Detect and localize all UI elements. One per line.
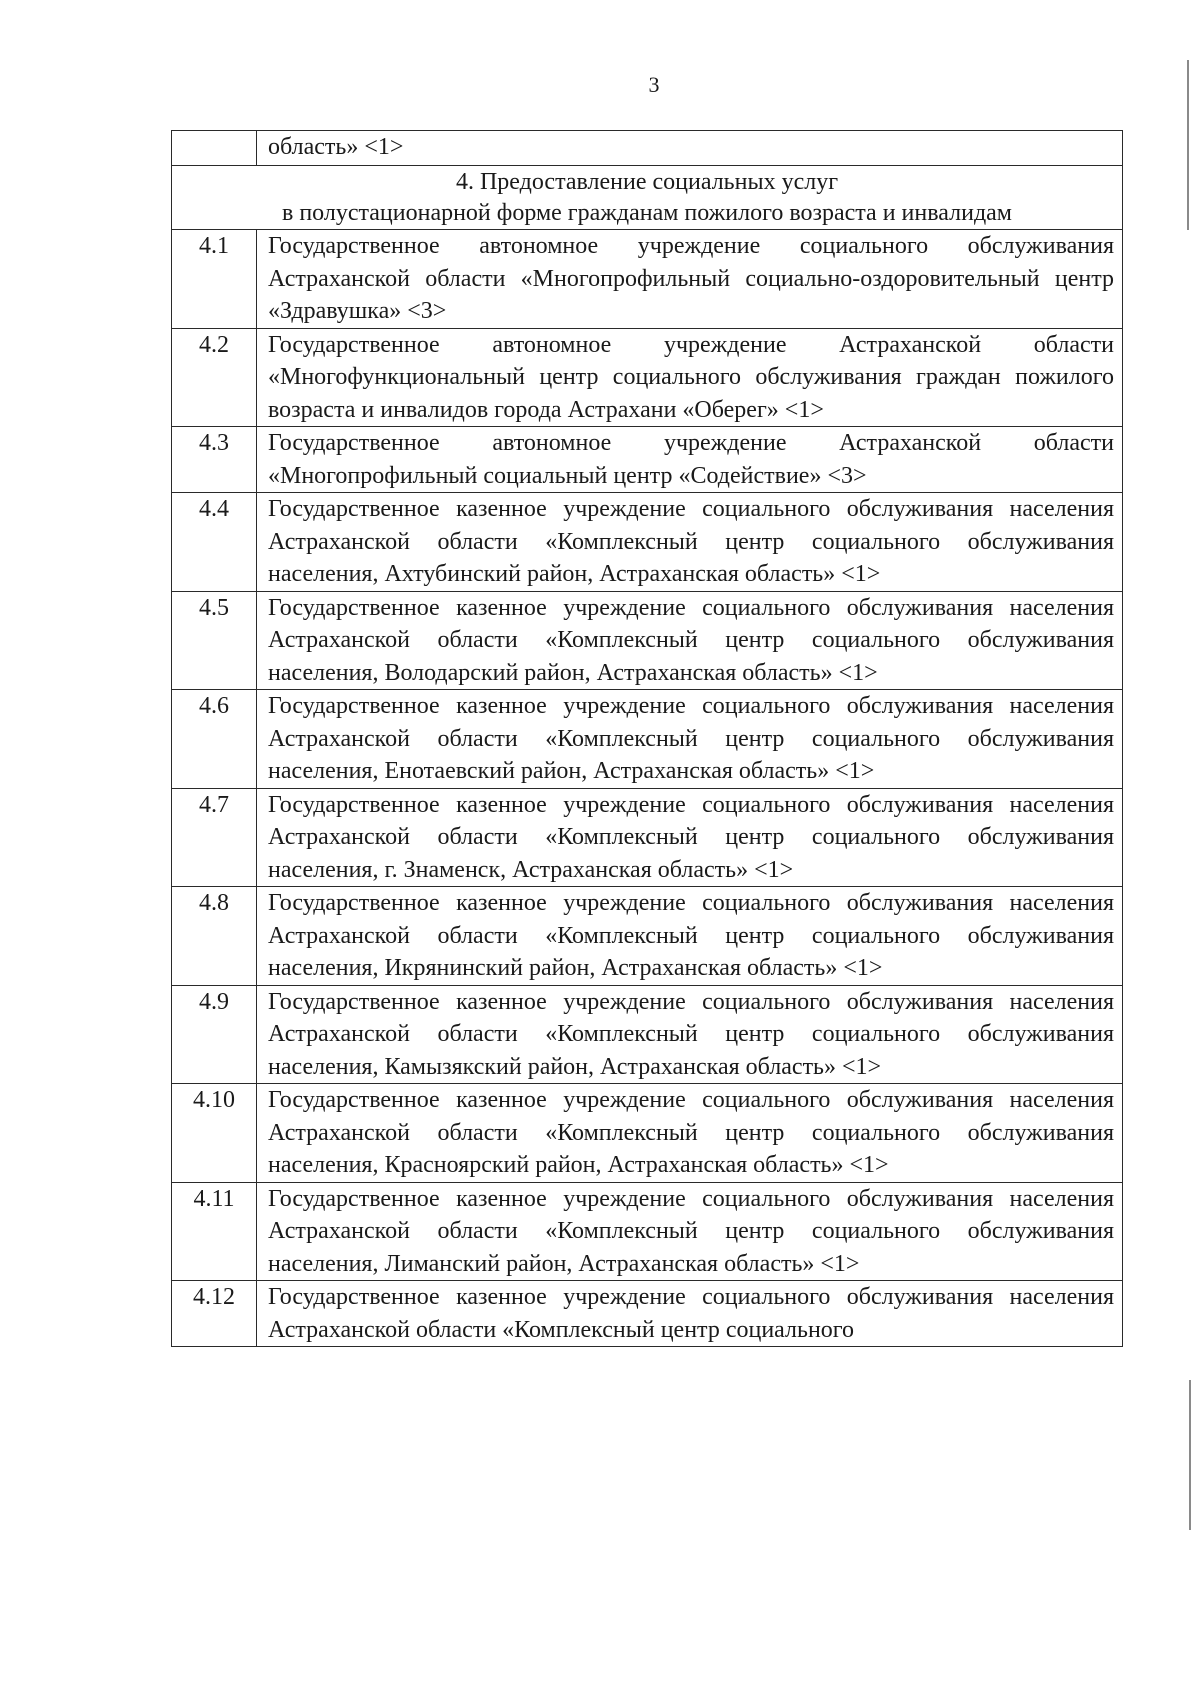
row-number: 4.10 xyxy=(172,1084,257,1183)
table-row xyxy=(172,328,1123,427)
table-row xyxy=(172,1182,1123,1281)
row-text: Государственное казенное учреждение социального обслуживания населения Астраханской области «Комплексный центр социального обслуживания населения, Красноярский район, Астраханская область» <1> xyxy=(257,1084,1123,1183)
table-row xyxy=(172,1084,1123,1183)
section-heading-line-2: в полустационарной форме гражданам пожилого возраста и инвалидам xyxy=(281,200,1012,226)
table-row xyxy=(172,985,1123,1084)
row-text: Государственное казенное учреждение социального обслуживания населения Астраханской области «Комплексный центр социального обслуживания населения, Лиманский район, Астраханская область» <1> xyxy=(257,1182,1123,1281)
row-text: Государственное казенное учреждение социального обслуживания населения Астраханской области «Комплексный центр социального обслуживания населения, Володарский район, Астраханская область» <1> xyxy=(257,591,1123,690)
row-number xyxy=(172,131,257,166)
table-row xyxy=(172,690,1123,789)
row-number: 4.9 xyxy=(172,985,257,1084)
section-heading xyxy=(172,166,1123,230)
row-number: 4.5 xyxy=(172,591,257,690)
row-number: 4.2 xyxy=(172,328,257,427)
row-number: 4.8 xyxy=(172,887,257,986)
row-number: 4.3 xyxy=(172,427,257,493)
table-row xyxy=(172,427,1123,493)
row-text: Государственное автономное учреждение Астраханской области «Многопрофильный социальный центр «Содействие» <3> xyxy=(257,427,1123,493)
table-row xyxy=(172,230,1123,329)
row-number: 4.4 xyxy=(172,493,257,592)
row-text: область» <1> xyxy=(257,131,1123,166)
row-text: Государственное автономное учреждение Астраханской области «Многофункциональный центр социального обслуживания граждан пожилого возраста и инвалидов города Астрахани «Оберег» <1> xyxy=(257,328,1123,427)
row-number: 4.11 xyxy=(172,1182,257,1281)
row-text: Государственное казенное учреждение социального обслуживания населения Астраханской области «Комплексный центр социального обслуживания населения, Ахтубинский район, Астраханская область» <1> xyxy=(257,493,1123,592)
table-row-continuation xyxy=(172,131,1123,166)
table-row xyxy=(172,1281,1123,1347)
table-row xyxy=(172,493,1123,592)
section-heading-row xyxy=(172,166,1123,230)
table-row xyxy=(172,788,1123,887)
row-text: Государственное казенное учреждение социального обслуживания населения Астраханской области «Комплексный центр социального обслуживания населения, Икрянинский район, Астраханская область» <1> xyxy=(257,887,1123,986)
table-row xyxy=(172,887,1123,986)
row-text: Государственное казенное учреждение социального обслуживания населения Астраханской области «Комплексный центр социального обслуживания населения, Камызякский район, Астраханская область» <1> xyxy=(257,985,1123,1084)
table-row xyxy=(172,591,1123,690)
page-number: 3 xyxy=(648,72,660,97)
row-number: 4.6 xyxy=(172,690,257,789)
row-number: 4.7 xyxy=(172,788,257,887)
row-number: 4.12 xyxy=(172,1281,257,1347)
row-text: Государственное автономное учреждение социального обслуживания Астраханской области «Многопрофильный социально-оздоровительный центр «Здравушка» <3> xyxy=(257,230,1123,329)
row-text: Государственное казенное учреждение социального обслуживания населения Астраханской области «Комплексный центр социального xyxy=(257,1281,1123,1347)
scan-edge-mark xyxy=(1189,1380,1191,1530)
section-heading-line-1: 4. Предоставление социальных услуг xyxy=(455,169,839,195)
row-text: Государственное казенное учреждение социального обслуживания населения Астраханской области «Комплексный центр социального обслуживания населения, Енотаевский район, Астраханская область» <1> xyxy=(257,690,1123,789)
services-table xyxy=(171,130,1123,1347)
scan-edge-mark xyxy=(1187,60,1189,230)
row-text: Государственное казенное учреждение социального обслуживания населения Астраханской области «Комплексный центр социального обслуживания населения, г. Знаменск, Астраханская область» <1> xyxy=(257,788,1123,887)
row-number: 4.1 xyxy=(172,230,257,329)
